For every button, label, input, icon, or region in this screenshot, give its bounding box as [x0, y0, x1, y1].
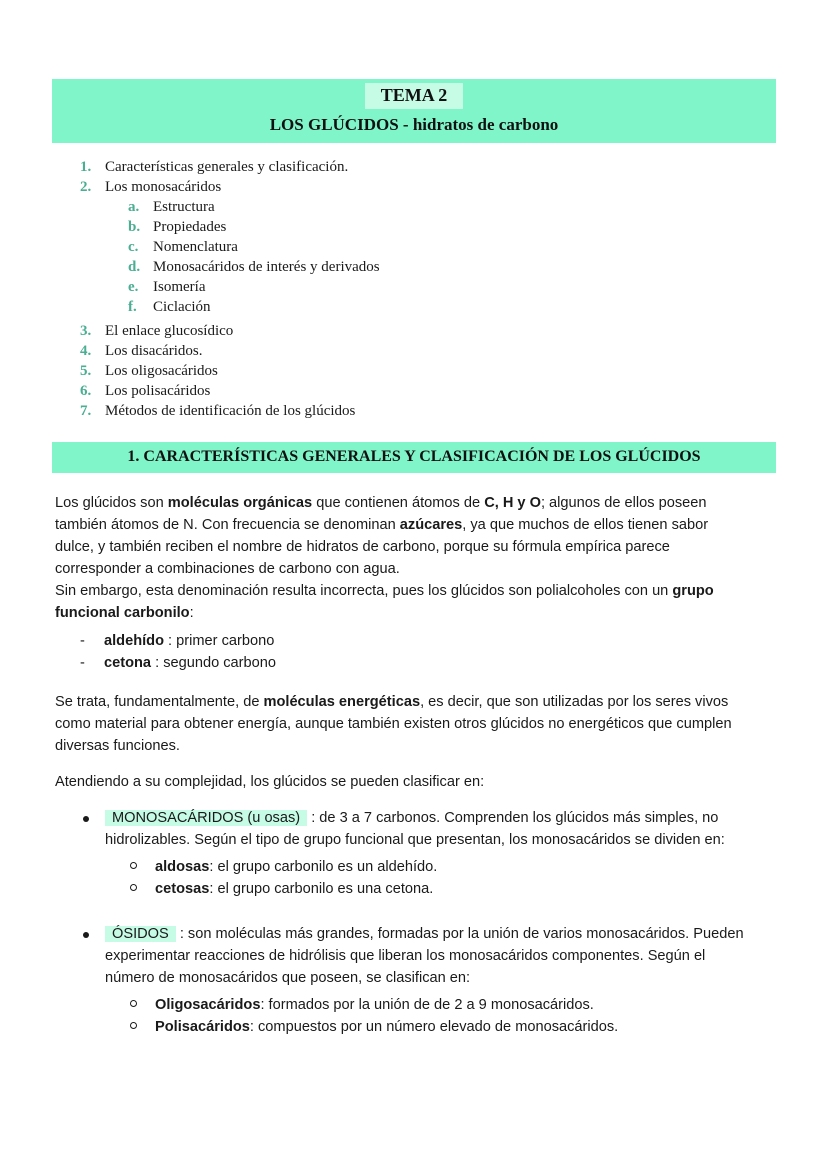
toc-subitem — [128, 239, 238, 256]
bullet-icon — [83, 932, 89, 938]
osidos-item: ÓSIDOS : son moléculas más grandes, formadas por la unión de varios monosacáridos. Pueden — [105, 923, 744, 945]
toc-number: 7. — [80, 403, 92, 419]
osidos-label: ÓSIDOS — [105, 926, 176, 942]
circle-bullet-icon — [130, 862, 137, 869]
classification-intro: Atendiendo a su complejidad, los glúcidos se pueden clasificar en: — [55, 774, 485, 790]
page-title: LOS GLÚCIDOS - hidratos de carbono — [269, 115, 559, 134]
energy-paragraph: Se trata, fundamentalmente, de moléculas energéticas, es decir, que son utilizadas por los seres vivos como material para obtener energía, aunque también existen otros glúcidos no energéticos que cumplen diversas funciones. — [55, 694, 732, 754]
toc-letter: a. — [128, 199, 140, 215]
toc-text: Ciclación — [153, 299, 211, 315]
intro-paragraph: Los glúcidos son moléculas orgánicas que contienen átomos de C, H y O; algunos de ellos poseen también átomos de N. Con frecuencia se denominan azúcares, ya que muchos de ellos tienen sabor dulce, y también reciben el nombre de hidratos de carbono, porque su fórmula empírica parece corresponder a combinaciones de carbono con agua. Sin embargo, esta denominación resulta incorrecta, pues los glúcidos son polialcoholes con un grupo funcional carbonilo: — [55, 495, 714, 621]
toc-text: Los disacáridos. — [105, 343, 203, 359]
sublist-item: Oligosacáridos: formados por la unión de de 2 a 9 monosacáridos. — [155, 997, 594, 1013]
toc-item — [80, 363, 218, 380]
toc-subitem — [128, 279, 205, 296]
toc-item — [80, 179, 221, 196]
toc-text: Métodos de identificación de los glúcidos — [105, 403, 356, 419]
circle-bullet-icon — [130, 884, 137, 891]
toc-text: Estructura — [153, 199, 215, 215]
toc-text: Propiedades — [153, 219, 227, 235]
circle-bullet-icon — [130, 1022, 137, 1029]
bullet-icon — [83, 816, 89, 822]
toc-subitem — [128, 219, 226, 236]
toc-item — [80, 403, 355, 420]
toc-item — [80, 159, 348, 176]
toc-text: Nomenclatura — [153, 239, 238, 255]
monosacaridos-item: MONOSACÁRIDOS (u osas) : de 3 a 7 carbonos. Comprenden los glúcidos más simples, no — [105, 807, 718, 829]
toc-item — [80, 323, 233, 340]
circle-bullet-icon — [130, 1000, 137, 1007]
toc-text: El enlace glucosídico — [105, 323, 234, 339]
toc-item — [80, 383, 210, 400]
osidos-text: experimentar reacciones de hidrólisis que liberan los monosacáridos componentes. Según el — [105, 948, 706, 964]
toc-text: Los polisacáridos — [105, 383, 211, 399]
toc-number: 3. — [80, 323, 92, 339]
toc-text: Los oligosacáridos — [105, 363, 218, 379]
toc-letter: b. — [128, 219, 141, 235]
osidos-text: número de monosacáridos que poseen, se clasifican en: — [105, 970, 471, 986]
toc-subitem — [128, 199, 215, 216]
section-title: 1. CARACTERÍSTICAS GENERALES Y CLASIFICACIÓN DE LOS GLÚCIDOS — [127, 448, 701, 465]
toc-letter: c. — [128, 239, 139, 255]
toc-text: Los monosacáridos — [105, 179, 222, 195]
toc-number: 1. — [80, 159, 92, 175]
monosacaridos-label: MONOSACÁRIDOS (u osas) — [105, 810, 307, 826]
toc-text: Características generales y clasificación. — [105, 159, 349, 175]
toc-number: 2. — [80, 179, 92, 195]
toc-text: Monosacáridos de interés y derivados — [153, 259, 380, 275]
sublist-item: aldosas: el grupo carbonilo es un aldehído. — [155, 859, 438, 875]
toc-number: 4. — [80, 343, 92, 359]
toc-subitem — [128, 259, 380, 276]
toc-text: Isomería — [153, 279, 206, 295]
toc-item — [80, 343, 202, 360]
toc-letter: f. — [128, 299, 137, 315]
monosacaridos-text: hidrolizables. Según el tipo de grupo funcional que presentan, los monosacáridos se dividen en: — [105, 832, 725, 848]
toc-letter: e. — [128, 279, 139, 295]
sublist-item: Polisacáridos: compuestos por un número elevado de monosacáridos. — [155, 1019, 619, 1035]
toc-subitem — [128, 299, 210, 316]
toc-letter: d. — [128, 259, 141, 275]
toc-number: 6. — [80, 383, 92, 399]
toc-number: 5. — [80, 363, 92, 379]
tema-label: TEMA 2 — [380, 85, 448, 105]
sublist-item: cetosas: el grupo carbonilo es una cetona. — [155, 881, 434, 897]
